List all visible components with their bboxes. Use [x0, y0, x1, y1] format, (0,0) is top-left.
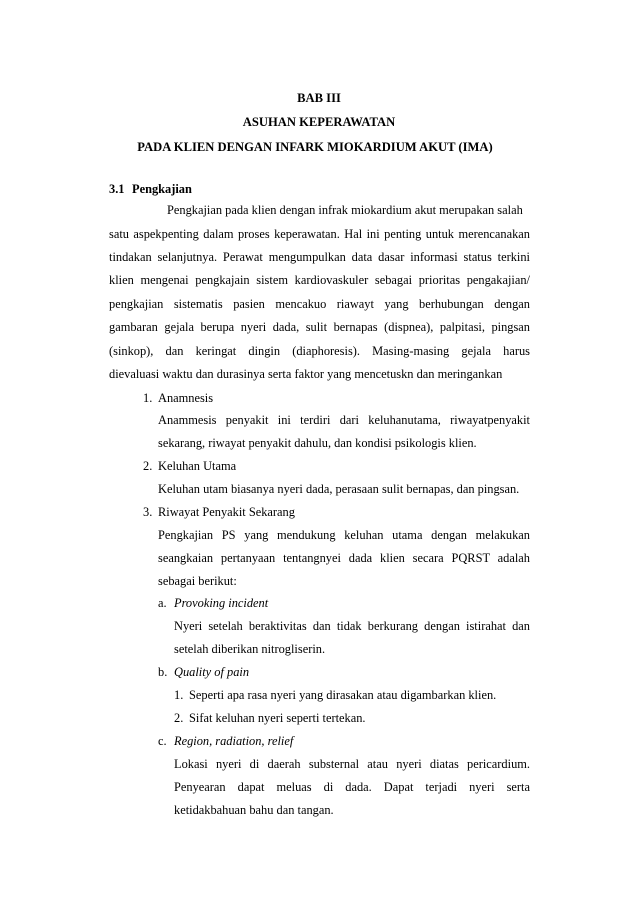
sublist-number-text: Sifat keluhan nyeri seperti tertekan.	[189, 711, 366, 725]
list-item-text: Keluhan utam biasanya nyeri dada, perasaan sulit bernapas, dan pingsan.	[158, 482, 520, 496]
intro-line: satu aspekpenting dalam proses keperawatan. Hal ini penting untuk merencanakan	[109, 227, 530, 241]
list-item-label: Keluhan Utama	[158, 459, 237, 473]
intro-line: (sinkop), dan keringat dingin (diaphoresis). Masing-masing gejala harus	[109, 344, 530, 358]
sublist-text: ketidakbahuan bahu dan tangan.	[174, 803, 334, 817]
sublist-letter: a.	[158, 596, 167, 610]
sublist-number: 1.	[174, 688, 184, 702]
sublist-letter: b.	[158, 665, 168, 679]
intro-line: gambaran gejala berupa nyeri dada, sulit bernapas (dispnea), palpitasi, pingsan	[109, 320, 530, 334]
list-item-label: Riwayat Penyakit Sekarang	[158, 505, 295, 519]
chapter-label: BAB III	[297, 91, 341, 105]
sublist-number-text: Seperti apa rasa nyeri yang dirasakan atau digambarkan klien.	[189, 688, 497, 702]
list-item-text: sekarang, riwayat penyakit dahulu, dan kondisi psikologis klien.	[158, 436, 477, 450]
intro-line: Pengkajian pada klien dengan infrak miokardium akut merupakan salah	[167, 203, 523, 217]
list-number: 1.	[143, 391, 153, 405]
sublist-label: Provoking incident	[174, 596, 269, 610]
sublist-number: 2.	[174, 711, 184, 725]
list-item-text: Anammesis penyakit ini terdiri dari keluhanutama, riwayatpenyakit	[158, 413, 530, 427]
sublist-label: Region, radiation, relief	[174, 734, 294, 748]
list-item-label: Anamnesis	[158, 391, 214, 405]
intro-line: klien mengenai pengkajain sistem kardiovaskuler sebagai prioritas pengakajian/	[109, 273, 530, 287]
sublist-text: Nyeri setelah beraktivitas dan tidak berkurang dengan istirahat dan	[174, 619, 530, 633]
section-title: Pengkajian	[132, 182, 192, 196]
chapter-subtitle: PADA KLIEN DENGAN INFARK MIOKARDIUM AKUT (IMA)	[137, 140, 493, 154]
sublist-text: setelah diberikan nitrogliserin.	[174, 642, 326, 656]
sublist-text: Lokasi nyeri di daerah substernal atau nyeri diatas pericardium.	[174, 757, 530, 771]
list-number: 3.	[143, 505, 153, 519]
list-number: 2.	[143, 459, 153, 473]
intro-line: pengkajian sistematis pasien mencakuo riawayt yang berhubungan dengan	[109, 297, 530, 311]
list-item-text: Pengkajian PS yang mendukung keluhan utama dengan melakukan	[158, 528, 530, 542]
list-item-text: seangkaian pertanyaan tentangnyei dada klien secara PQRST adalah	[158, 551, 530, 565]
chapter-title: ASUHAN KEPERAWATAN	[242, 115, 396, 129]
sublist-label: Quality of pain	[174, 665, 250, 679]
intro-line: tindakan selanjutnya. Perawat mengumpulkan data dasar informasi status terkini	[109, 250, 530, 264]
sublist-letter: c.	[158, 734, 167, 748]
sublist-text: Penyearan dapat meluas di dada. Dapat terjadi nyeri serta	[174, 780, 530, 794]
intro-line: dievaluasi waktu dan durasinya serta faktor yang mencetuskn dan meringankan	[109, 367, 503, 381]
list-item-text: sebagai berikut:	[158, 574, 237, 588]
section-number: 3.1	[109, 182, 125, 196]
